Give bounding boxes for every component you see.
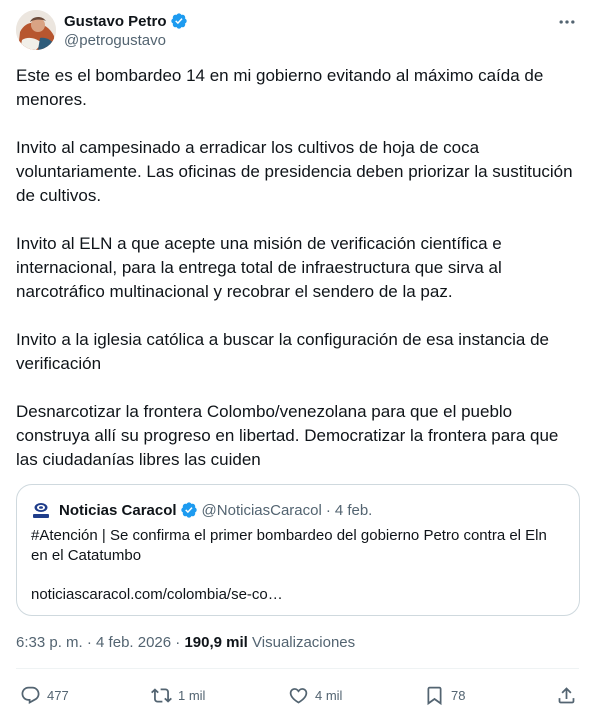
tweet-paragraph: Este es el bombardeo 14 en mi gobierno evitando al máximo caída de menores. [16, 66, 544, 109]
verified-badge-icon [180, 501, 198, 519]
like-icon [288, 685, 309, 706]
author-name[interactable]: Gustavo Petro [64, 12, 167, 30]
action-bar [0, 680, 595, 710]
tweet-paragraph: Invito al ELN a que acepte una misión de verificación científica e internacional, para la entrega total de infraestructura que sirva al narcotráfico multinacional y recobrar el sendero de la paz. [16, 234, 502, 301]
tweet-metadata [16, 634, 355, 651]
quoted-author-handle[interactable]: @NoticiasCaracol [201, 501, 322, 519]
meta-separator: · [86, 634, 92, 651]
reply-count: 477 [47, 687, 69, 703]
repost-count: 1 mil [178, 687, 206, 703]
quoted-link[interactable]: noticiascaracol.com/colombia/se-co… [31, 586, 283, 603]
tweet-paragraph: Desnarcotizar la frontera Colombo/venezolana para que el pueblo construya allí su progreso en libertad. Democratizar la frontera para que las ciudadanías libres las cuiden [16, 402, 559, 469]
more-button[interactable] [553, 10, 581, 34]
meta-separator: · [175, 634, 181, 651]
quoted-tweet[interactable] [16, 484, 580, 616]
tweet-time[interactable]: 6:33 p. m. [16, 634, 83, 651]
bookmark-count: 78 [451, 687, 466, 703]
repost-icon [151, 685, 172, 706]
views-label[interactable]: Visualizaciones [252, 634, 356, 651]
bookmark-icon [424, 685, 445, 706]
bookmark-button[interactable] [424, 680, 465, 710]
tweet-text [16, 64, 576, 472]
author-handle[interactable]: @petrogustavo [64, 32, 166, 49]
more-icon [557, 12, 577, 32]
share-icon [556, 685, 577, 706]
quoted-date[interactable]: 4 feb. [334, 501, 373, 519]
like-button[interactable] [288, 680, 342, 710]
quoted-author-name[interactable]: Noticias Caracol [59, 501, 177, 519]
verified-badge-icon [170, 12, 188, 30]
tweet-paragraph: Invito al campesinado a erradicar los cultivos de hoja de coca voluntariamente. Las oficinas de presidencia deben priorizar la sustitución de cultivos. [16, 138, 573, 205]
reply-icon [20, 685, 41, 706]
author-avatar[interactable] [16, 10, 56, 50]
like-count: 4 mil [315, 687, 343, 703]
share-button[interactable] [556, 680, 577, 710]
tweet-paragraph: Invito a la iglesia católica a buscar la configuración de esa instancia de verificación [16, 330, 549, 373]
avatar-image [16, 10, 56, 50]
tweet-date[interactable]: 4 feb. 2026 [96, 634, 172, 651]
quoted-separator: · [325, 501, 331, 519]
author-info[interactable] [64, 11, 188, 49]
repost-button[interactable] [151, 680, 205, 710]
views-count[interactable]: 190,9 mil [184, 634, 248, 651]
caracol-logo-icon [31, 500, 51, 520]
quoted-text: #Atención | Se confirma el primer bombardeo del gobierno Petro contra el Eln en el Catatumbo [31, 527, 547, 564]
reply-button[interactable] [20, 680, 69, 710]
divider [16, 668, 579, 669]
